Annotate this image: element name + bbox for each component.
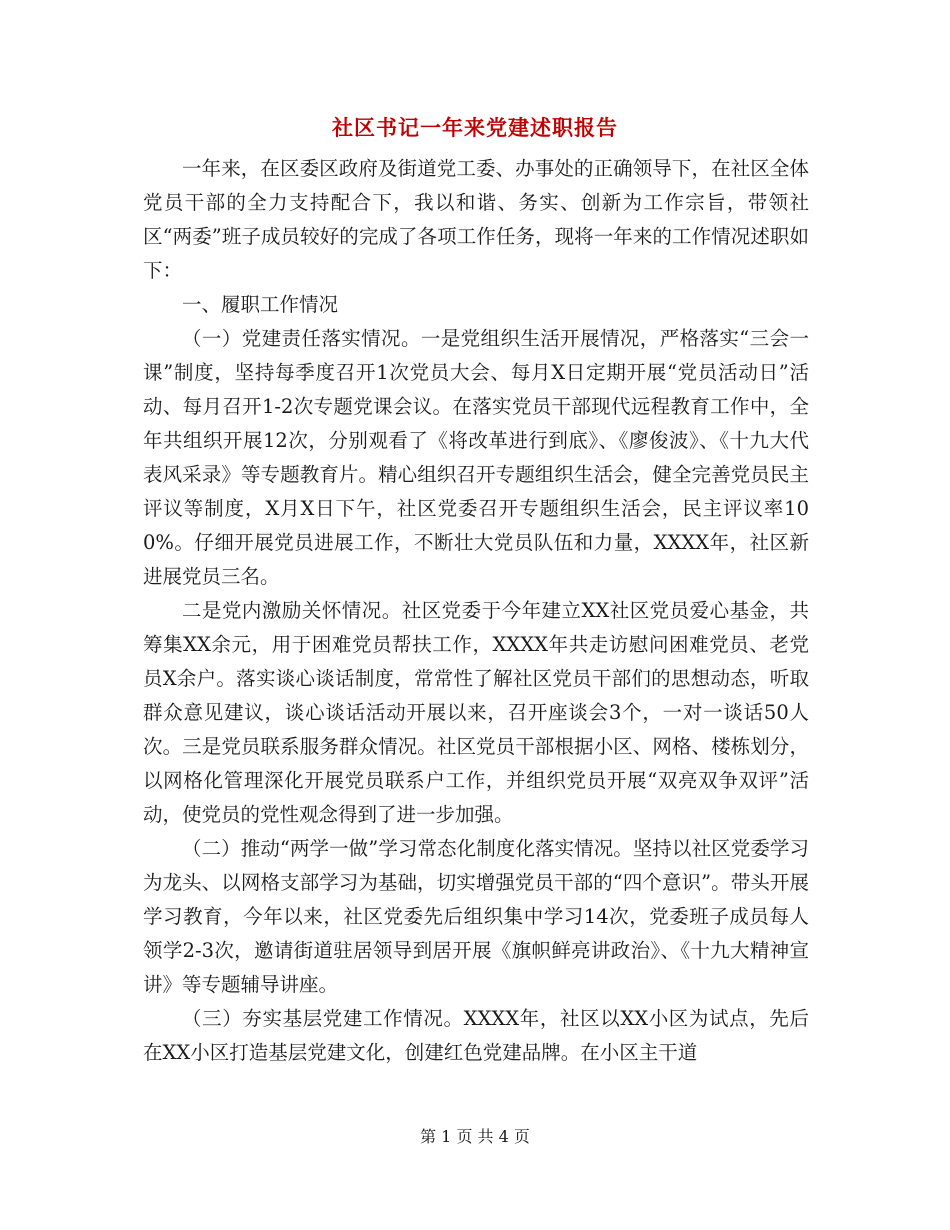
paragraph-incentive-care: 二是党内激励关怀情况。社区党委于今年建立XX社区党员爱心基金，共筹集XX余元，用于困难党员帮扶工作，XXXX年共走访慰问困难党员、老党员X余户。落实谈心谈话制度，常常性了解社区党员干部们的思想动态，听取群众意见建议，谈心谈话活动开展以来，召开座谈会3个，一对一谈话50人次。三是党员联系服务群众情况。社区党员干部根据小区、网格、楼栋划分，以网格化管理深化开展党员联系户工作，并组织党员开展“双亮双争双评”活动，使党员的党性观念得到了进一步加强。 bbox=[143, 599, 809, 826]
document-body bbox=[143, 152, 809, 1070]
section-heading-duties: 一、履职工作情况 bbox=[182, 293, 339, 316]
paragraph-intro: 一年来，在区委区政府及街道党工委、办事处的正确领导下，在社区全体党员干部的全力支持配合下，我以和谐、务实、创新为工作宗旨，带领社区“两委”班子成员较好的完成了各项工作任务，现将一年来的工作情况述职如下： bbox=[143, 157, 809, 282]
paragraph-two-studies: （二）推动“两学一做”学习常态化制度化落实情况。坚持以社区党委学习为龙头、以网格支部学习为基础，切实增强党员干部的“四个意识”。带头开展学习教育，今年以来，社区党委先后组织集中学习14次，党委班子成员每人领学2-3次，邀请街道驻居领导到居开展《旗帜鲜亮讲政治》、《十九大精神宣讲》等专题辅导讲座。 bbox=[143, 837, 809, 996]
paragraph-grassroots: （三）夯实基层党建工作情况。XXXX年，社区以XX小区为试点，先后在XX小区打造基层党建文化，创建红色党建品牌。在小区主干道 bbox=[143, 1007, 809, 1064]
document-title: 社区书记一年来党建述职报告 bbox=[332, 115, 618, 140]
page-footer: 第 1 页 共 4 页 bbox=[420, 1127, 530, 1146]
paragraph-party-responsibility: （一）党建责任落实情况。一是党组织生活开展情况，严格落实“三会一课”制度，坚持每季度召开1次党员大会、每月X日定期开展“党员活动日”活动、每月召开1-2次专题党课会议。在落实党员干部现代远程教育工作中，全年共组织开展12次，分别观看了《将改革进行到底》、《廖俊波》、《十九大代表风采录》等专题教育片。精心组织召开专题组织生活会，健全完善党员民主评议等制度，X月X日下午，社区党委召开专题组织生活会，民主评议率100%。仔细开展党员进展工作，不断壮大党员队伍和力量，XXXX年，社区新进展党员三名。 bbox=[143, 327, 809, 588]
